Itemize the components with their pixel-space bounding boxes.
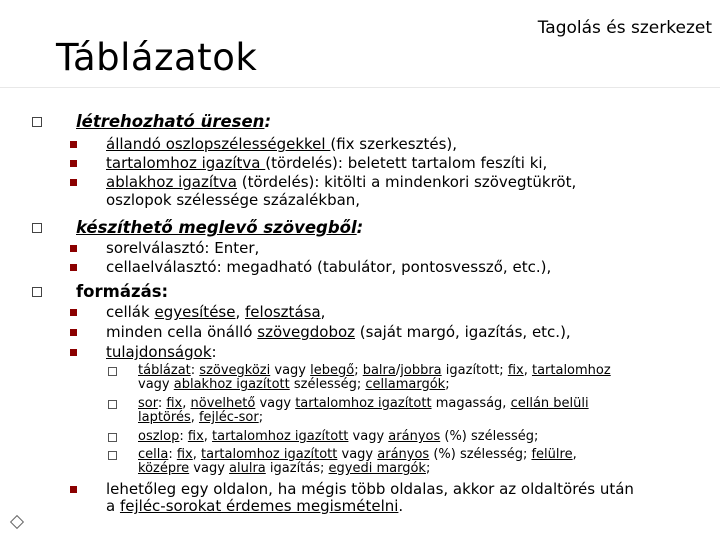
property-text: , [203,429,213,444]
property-text: : [179,429,188,444]
property-text: ; [445,377,450,392]
property-link[interactable]: fix [176,447,193,462]
hollow-square-bullet-icon [32,287,42,297]
square-bullet-icon [70,329,77,336]
hollow-square-bullet-icon [108,400,117,409]
subitem-text: sorelválasztó: Enter, [106,239,260,257]
property-link[interactable]: növelhető [190,396,256,411]
hollow-square-bullet-icon [32,223,42,233]
property-text: vagy [348,429,389,444]
property-link[interactable]: tartalomhoz igazított [201,447,338,462]
property-line [138,397,589,411]
item-heading [76,112,271,131]
subitem-text: lehetőleg egy oldalon, ha mégis több oldalas, akkor az oldaltörés után [106,480,634,498]
subitem-link[interactable]: felosztása [245,303,321,321]
hollow-square-bullet-icon [108,451,117,460]
subitem-text: (tördelés): beletett tartalom feszíti ki, [265,154,548,172]
property-link[interactable]: laptörés [138,410,191,425]
property-text: ; [354,363,363,378]
subitem-link[interactable]: fejléc-sorokat érdemes megismételni [119,497,399,515]
property-link[interactable]: fejléc-sor [198,410,259,425]
square-bullet-icon [70,349,77,356]
property-link[interactable]: felülre [531,447,573,462]
item-heading: formázás: [76,282,169,301]
property-text: (%) szélesség; [440,429,539,444]
hollow-square-bullet-icon [108,433,117,442]
page-title: Táblázatok [56,36,258,79]
property-link[interactable]: fix [166,396,183,411]
property-link[interactable]: jobbra [400,363,442,378]
property-link[interactable]: tartalomhoz igazított [295,396,432,411]
property-text: , [572,447,577,462]
property-link[interactable]: táblázat [138,363,191,378]
property-text: igazítás; [265,461,329,476]
subitem-link[interactable]: szövegdoboz [257,323,356,341]
property-text: : [190,363,200,378]
property-line [138,462,430,476]
property-link[interactable]: arányos [388,429,441,444]
property-line [138,448,577,462]
property-text: ; [425,461,431,476]
property-link[interactable]: fix [507,363,524,378]
property-link[interactable]: sor [138,396,158,411]
square-bullet-icon [70,160,77,167]
square-bullet-icon [70,264,77,271]
subitem-text: minden cella önálló [106,323,258,341]
property-text: , [182,396,191,411]
property-link[interactable]: oszlop [138,429,180,444]
property-text: (%) szélesség; [429,447,532,462]
property-text: ; [258,410,264,425]
subitem-text: (fix szerkesztés), [330,135,458,153]
property-text: : [168,447,177,462]
subitem-link[interactable]: egyesítése [154,303,236,321]
heading-text: létrehozható üresen [76,112,265,131]
property-text: magasság, [431,396,511,411]
property-text: , [192,447,202,462]
heading-text: készíthető meglevő szövegből [76,218,357,237]
property-link[interactable]: középre [138,461,190,476]
hollow-square-bullet-icon [108,367,117,376]
item-heading [76,218,363,237]
diamond-nav-icon[interactable] [10,515,24,529]
subitem-text: cellaelválasztó: megadható (tabulátor, pontosvessző, etc.), [106,258,552,276]
property-link[interactable]: cellán belüli [510,396,589,411]
property-line [138,430,538,444]
square-bullet-icon [70,309,77,316]
property-link[interactable]: szövegközi [199,363,271,378]
property-text: szélesség; [289,377,366,392]
subitem-link[interactable]: tulajdonságok [106,343,212,361]
property-text: / [395,363,401,378]
property-text: vagy [270,363,311,378]
property-line [138,378,450,392]
property-link[interactable]: cella [138,447,169,462]
subitem-text: , [320,303,326,321]
subitem-text: (saját margó, igazítás, etc.), [355,323,571,341]
subitem-text: a [106,497,120,515]
property-link[interactable]: egyedi margók [328,461,426,476]
property-text: vagy [138,377,174,392]
property-text: : [157,396,167,411]
heading-colon: : [356,218,364,237]
title-divider [0,87,720,88]
property-link[interactable]: ablakhoz igazított [173,377,290,392]
property-link[interactable]: lebegő [310,363,355,378]
hollow-square-bullet-icon [32,117,42,127]
continuation-text: oszlopok szélessége százalékban, [106,191,361,209]
property-text: vagy [189,461,230,476]
property-line [138,411,263,425]
subitem-text: (tördelés): kitölti a mindenkori szövegtükröt, [236,173,577,191]
property-link[interactable]: arányos [377,447,430,462]
subitem-link[interactable]: tartalomhoz igazítva [106,154,266,172]
subitem-text: . [398,497,404,515]
property-text: , [523,363,532,378]
property-link[interactable]: tartalomhoz [531,363,611,378]
subitem-link[interactable]: ablakhoz igazítva [106,173,237,191]
subitem-link[interactable]: állandó oszlopszélességekkel [106,135,331,153]
subitem-text: : [211,343,217,361]
square-bullet-icon [70,486,77,493]
section-title: Tagolás és szerkezet [537,18,712,38]
square-bullet-icon [70,179,77,186]
subitem-text: cellák [106,303,155,321]
heading-colon: : [264,112,272,131]
property-text: igazított; [441,363,508,378]
square-bullet-icon [70,141,77,148]
property-link[interactable]: tartalomhoz igazított [212,429,349,444]
property-text: vagy [255,396,296,411]
square-bullet-icon [70,245,77,252]
property-line [138,364,611,378]
subitem-text: , [235,303,246,321]
property-link[interactable]: alulra [229,461,266,476]
property-text: , [190,410,199,425]
property-link[interactable]: balra [362,363,396,378]
property-link[interactable]: fix [187,429,204,444]
property-link[interactable]: cellamargók [365,377,446,392]
property-text: vagy [337,447,378,462]
